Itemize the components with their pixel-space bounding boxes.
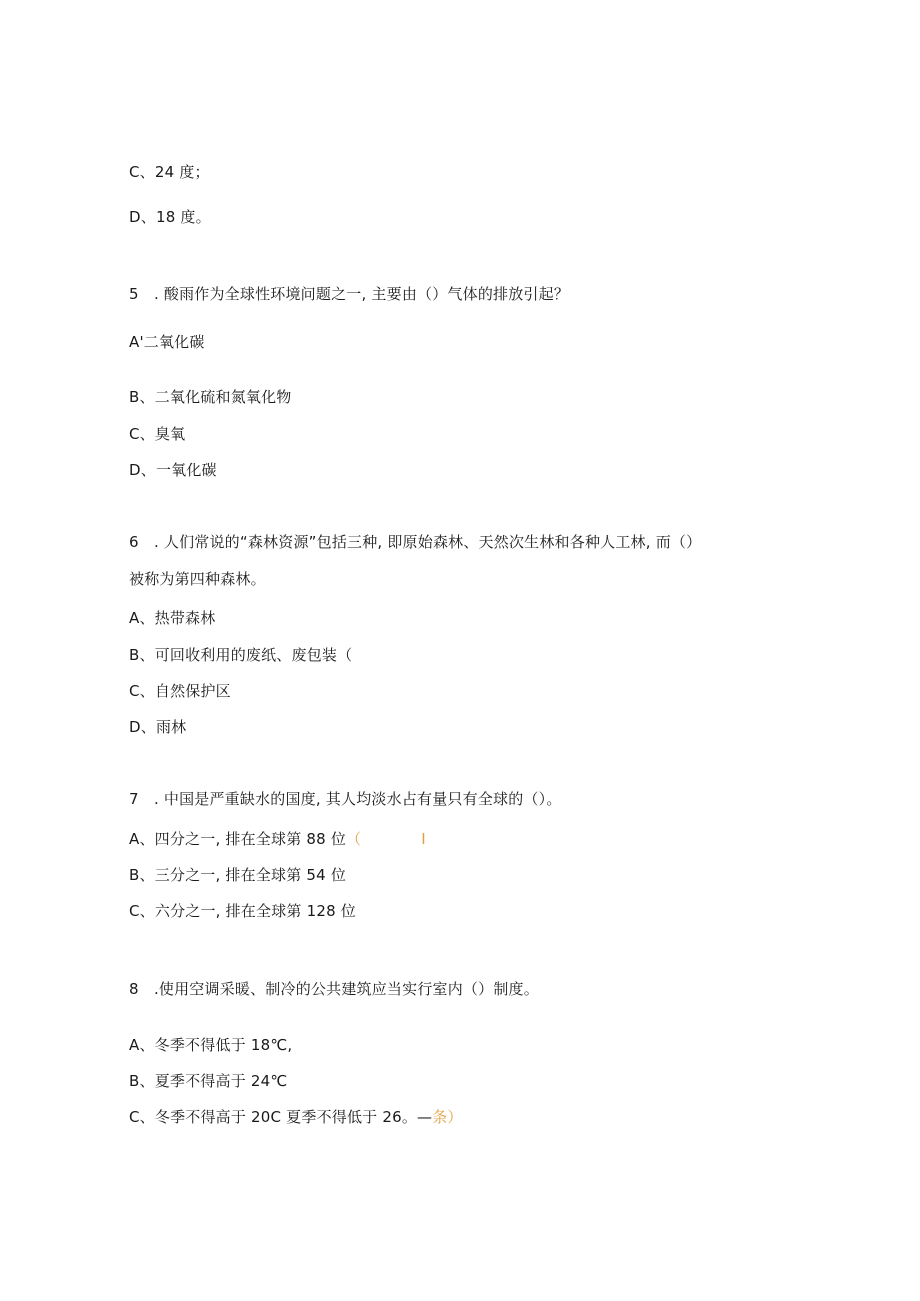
option-b-q6: B、可回收利用的废纸、废包装（	[129, 646, 353, 664]
orange-annotation: 条）	[432, 1108, 463, 1126]
question-7: 7 . 中国是严重缺水的国度, 其人均淡水占有量只有全球的（）。	[129, 790, 562, 808]
option-a-q6: A、热带森林	[129, 609, 216, 627]
question-6-continued: 被称为第四种森林。	[129, 570, 266, 588]
option-d-q5: D、一氧化碳	[129, 461, 217, 479]
option-a-q8: A、冬季不得低于 18℃,	[129, 1036, 293, 1054]
option-b-q8: B、夏季不得高于 24℃	[129, 1072, 288, 1090]
option-b-q5: B、二氧化硫和氮氧化物	[129, 388, 292, 406]
question-6: 6 . 人们常说的“森林资源”包括三种, 即原始森林、天然次生林和各种人工林, 而（）	[129, 533, 702, 551]
option-c-q7: C、六分之一, 排在全球第 128 位	[129, 902, 356, 920]
option-c-q5: C、臭氧	[129, 425, 186, 443]
option-d-q4: D、18 度。	[129, 208, 211, 226]
question-5: 5 . 酸雨作为全球性环境问题之一, 主要由（）气体的排放引起？	[129, 285, 570, 303]
option-b-q7: B、三分之一, 排在全球第 54 位	[129, 866, 347, 884]
question-8: 8 .使用空调采暖、制冷的公共建筑应当实行室内（）制度。	[129, 980, 539, 998]
option-c-q6: C、自然保护区	[129, 682, 231, 700]
option-c-q8-text: C、冬季不得高于 20C 夏季不得低于 26。—	[129, 1108, 433, 1126]
option-a-q7	[129, 829, 426, 849]
option-a-q5: A'二氧化碳	[129, 333, 205, 351]
orange-paren: （	[346, 830, 362, 848]
orange-mark: I	[421, 830, 426, 848]
option-c-q8	[129, 1107, 463, 1127]
option-a-q7-text: A、四分之一, 排在全球第 88 位	[129, 830, 347, 848]
option-c-q4: C、24 度；	[129, 163, 210, 181]
option-d-q6: D、雨林	[129, 718, 187, 736]
